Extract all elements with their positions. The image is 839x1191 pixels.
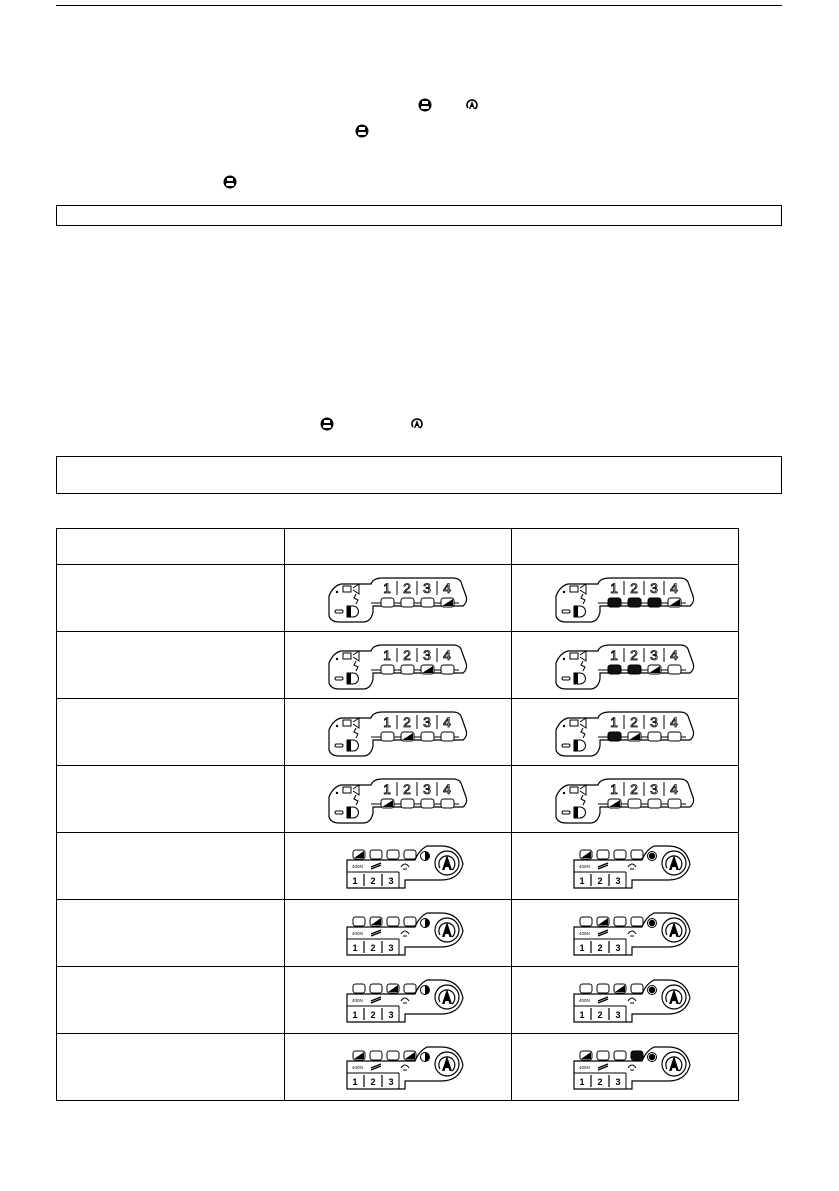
mode-display bbox=[323, 840, 473, 892]
level-number: 4 bbox=[670, 647, 678, 663]
level-number: 3 bbox=[650, 647, 658, 663]
speed-level-display bbox=[550, 639, 700, 691]
mode-dot bbox=[421, 919, 430, 928]
indicator-lamp bbox=[648, 799, 661, 808]
display-cell bbox=[285, 632, 512, 699]
display-cell bbox=[512, 900, 739, 967]
level-number: 3 bbox=[650, 580, 658, 596]
header-cell bbox=[57, 529, 285, 565]
top-rule bbox=[56, 5, 782, 6]
mode-number: 2 bbox=[370, 1010, 376, 1020]
level-number: 3 bbox=[650, 714, 658, 730]
indicator-lamp bbox=[614, 984, 626, 993]
indicator-lamp bbox=[353, 917, 365, 926]
level-number: 2 bbox=[630, 714, 638, 730]
mode-display bbox=[550, 974, 700, 1026]
mode-number: 3 bbox=[388, 876, 394, 886]
table-row bbox=[57, 766, 739, 833]
mode-number: 1 bbox=[579, 943, 585, 953]
auto-stop-icon bbox=[435, 851, 459, 875]
level-number: 2 bbox=[630, 580, 638, 596]
tool-mode-icon bbox=[355, 124, 369, 138]
auto-stop-icon bbox=[662, 851, 686, 875]
mode-number: 3 bbox=[615, 876, 621, 886]
auto-stop-icon bbox=[435, 985, 459, 1009]
mode-display bbox=[323, 974, 473, 1026]
indicator-lamp bbox=[441, 665, 454, 674]
indicator-lamp bbox=[401, 598, 414, 607]
display-cell bbox=[512, 833, 739, 900]
mode-dot bbox=[421, 852, 430, 861]
display-cell bbox=[285, 1034, 512, 1101]
level-number: 1 bbox=[383, 781, 391, 797]
indicator-lamp bbox=[387, 984, 399, 993]
table-row bbox=[57, 632, 739, 699]
mode-number: 1 bbox=[579, 1010, 585, 1020]
level-number: 4 bbox=[443, 781, 451, 797]
auto-stop-icon bbox=[435, 918, 459, 942]
indicator-lamp bbox=[370, 917, 382, 926]
header-cell bbox=[285, 529, 512, 565]
mode-number: 2 bbox=[597, 943, 603, 953]
indicator-lamp bbox=[401, 799, 414, 808]
tool-mode-icon bbox=[223, 175, 237, 189]
mode-number: 1 bbox=[352, 876, 358, 886]
indicator-lamp bbox=[628, 732, 641, 741]
note-box bbox=[56, 205, 782, 226]
label-cell bbox=[57, 766, 285, 833]
label-cell bbox=[57, 833, 285, 900]
level-number: 3 bbox=[423, 781, 431, 797]
display-cell bbox=[512, 1034, 739, 1101]
indicator-lamp bbox=[441, 799, 454, 808]
indicator-lamp bbox=[387, 850, 399, 859]
speed-level-display bbox=[323, 706, 473, 758]
mode-display bbox=[550, 840, 700, 892]
level-number: 1 bbox=[383, 647, 391, 663]
level-number: 2 bbox=[403, 647, 411, 663]
table-row bbox=[57, 900, 739, 967]
mode-dot bbox=[648, 986, 657, 995]
level-number: 4 bbox=[443, 580, 451, 596]
level-number: 1 bbox=[610, 781, 618, 797]
label-cell bbox=[57, 632, 285, 699]
level-number: 2 bbox=[630, 781, 638, 797]
mode-number: 2 bbox=[597, 1077, 603, 1087]
indicator-lamp bbox=[597, 984, 609, 993]
level-number: 3 bbox=[423, 714, 431, 730]
display-cell bbox=[285, 766, 512, 833]
label-cell bbox=[57, 1034, 285, 1101]
indicator-lamp bbox=[441, 598, 454, 607]
mode-dot bbox=[648, 852, 657, 861]
indicator-lamp bbox=[614, 850, 626, 859]
indicator-lamp bbox=[353, 850, 365, 859]
indicator-lamp bbox=[381, 665, 394, 674]
indicator-lamp bbox=[614, 917, 626, 926]
indicator-lamp bbox=[401, 665, 414, 674]
mode-number: 3 bbox=[388, 1010, 394, 1020]
indicator-lamp bbox=[597, 1051, 609, 1060]
table-row bbox=[57, 565, 739, 632]
indicator-lamp bbox=[370, 850, 382, 859]
indicator-lamp bbox=[580, 1051, 592, 1060]
display-cell bbox=[512, 699, 739, 766]
mode-number: 2 bbox=[597, 876, 603, 886]
auto-stop-icon bbox=[662, 985, 686, 1009]
speed-level-display bbox=[550, 572, 700, 624]
tool-mode-icon bbox=[320, 417, 334, 431]
indicator-lamp bbox=[631, 984, 643, 993]
mode-number: 1 bbox=[352, 943, 358, 953]
mode-number: 1 bbox=[352, 1010, 358, 1020]
table-row bbox=[57, 967, 739, 1034]
indicator-lamp bbox=[381, 732, 394, 741]
level-number: 4 bbox=[443, 647, 451, 663]
indicator-lamp bbox=[387, 917, 399, 926]
level-number: 3 bbox=[650, 781, 658, 797]
display-cell bbox=[512, 967, 739, 1034]
label-cell bbox=[57, 565, 285, 632]
auto-stop-icon bbox=[410, 417, 424, 431]
mode-number: 1 bbox=[352, 1077, 358, 1087]
table-header-row bbox=[57, 529, 739, 565]
mode-number: 1 bbox=[579, 1077, 585, 1087]
label-cell bbox=[57, 699, 285, 766]
indicator-lamp bbox=[628, 799, 641, 808]
indicator-lamp bbox=[668, 799, 681, 808]
table-row bbox=[57, 699, 739, 766]
torque-label: 400N bbox=[352, 998, 363, 1003]
mode-display bbox=[550, 907, 700, 959]
auto-stop-icon bbox=[435, 1052, 459, 1076]
auto-stop-icon bbox=[662, 1052, 686, 1076]
indicator-lamp bbox=[404, 984, 416, 993]
mode-dot bbox=[421, 986, 430, 995]
indicator-lamp bbox=[668, 665, 681, 674]
indicator-lamp bbox=[580, 917, 592, 926]
indicator-lamp bbox=[580, 984, 592, 993]
indicator-lamp bbox=[353, 984, 365, 993]
indicator-lamp bbox=[404, 1051, 416, 1060]
indicator-lamp bbox=[668, 598, 681, 607]
indicator-lamp bbox=[668, 732, 681, 741]
indicator-lamp bbox=[631, 917, 643, 926]
indicator-lamp bbox=[628, 598, 641, 607]
speed-level-display bbox=[323, 773, 473, 825]
indicator-lamp bbox=[628, 665, 641, 674]
indicator-lamp bbox=[631, 1051, 643, 1060]
mode-number: 3 bbox=[388, 943, 394, 953]
level-number: 2 bbox=[630, 647, 638, 663]
level-number: 4 bbox=[670, 714, 678, 730]
mode-number: 2 bbox=[370, 1077, 376, 1087]
indicator-lamp bbox=[404, 850, 416, 859]
indicator-lamp bbox=[421, 665, 434, 674]
indicator-lamp bbox=[597, 917, 609, 926]
indicator-lamp bbox=[597, 850, 609, 859]
indicator-lamp bbox=[404, 917, 416, 926]
indicator-lamp bbox=[401, 732, 414, 741]
speed-level-display bbox=[550, 773, 700, 825]
mode-display bbox=[323, 907, 473, 959]
mode-display bbox=[550, 1041, 700, 1093]
level-number: 1 bbox=[610, 714, 618, 730]
level-number: 1 bbox=[383, 580, 391, 596]
indicator-lamp bbox=[608, 732, 621, 741]
level-number: 4 bbox=[443, 714, 451, 730]
mode-number: 3 bbox=[615, 1077, 621, 1087]
level-number: 4 bbox=[670, 580, 678, 596]
caution-box bbox=[56, 456, 782, 494]
indicator-lamp bbox=[608, 799, 621, 808]
torque-label: 400N bbox=[352, 1065, 363, 1070]
speed-level-display bbox=[323, 639, 473, 691]
mode-number: 3 bbox=[615, 1010, 621, 1020]
display-cell bbox=[512, 632, 739, 699]
mode-dot bbox=[421, 1053, 430, 1062]
mode-number: 3 bbox=[615, 943, 621, 953]
indicator-lamp bbox=[608, 598, 621, 607]
indicator-lamp bbox=[381, 598, 394, 607]
torque-label: 400N bbox=[352, 864, 363, 869]
level-number: 1 bbox=[610, 647, 618, 663]
display-cell bbox=[512, 766, 739, 833]
level-number: 3 bbox=[423, 647, 431, 663]
indicator-lamp bbox=[614, 1051, 626, 1060]
indicator-lamp bbox=[648, 732, 661, 741]
torque-label: 400N bbox=[352, 931, 363, 936]
speed-level-display bbox=[550, 706, 700, 758]
mode-number: 3 bbox=[388, 1077, 394, 1087]
level-number: 2 bbox=[403, 714, 411, 730]
label-cell bbox=[57, 900, 285, 967]
auto-stop-icon bbox=[465, 98, 479, 112]
display-cell bbox=[285, 967, 512, 1034]
indicator-table bbox=[56, 528, 739, 1101]
display-cell bbox=[512, 565, 739, 632]
tool-mode-icon bbox=[418, 98, 432, 112]
indicator-lamp bbox=[421, 732, 434, 741]
torque-label: 400N bbox=[579, 864, 590, 869]
display-cell bbox=[285, 565, 512, 632]
torque-label: 400N bbox=[579, 1065, 590, 1070]
indicator-lamp bbox=[353, 1051, 365, 1060]
mode-number: 2 bbox=[370, 876, 376, 886]
mode-number: 2 bbox=[370, 943, 376, 953]
display-cell bbox=[285, 699, 512, 766]
speed-level-display bbox=[323, 572, 473, 624]
mode-dot bbox=[648, 1053, 657, 1062]
display-cell bbox=[285, 833, 512, 900]
indicator-lamp bbox=[421, 598, 434, 607]
indicator-lamp bbox=[441, 732, 454, 741]
level-number: 1 bbox=[383, 714, 391, 730]
mode-dot bbox=[648, 919, 657, 928]
label-cell bbox=[57, 967, 285, 1034]
level-number: 2 bbox=[403, 580, 411, 596]
indicator-lamp bbox=[370, 984, 382, 993]
indicator-lamp bbox=[370, 1051, 382, 1060]
indicator-lamp bbox=[381, 799, 394, 808]
mode-number: 2 bbox=[597, 1010, 603, 1020]
indicator-lamp bbox=[608, 665, 621, 674]
auto-stop-icon bbox=[662, 918, 686, 942]
indicator-lamp bbox=[580, 850, 592, 859]
level-number: 3 bbox=[423, 580, 431, 596]
indicator-lamp bbox=[421, 799, 434, 808]
level-number: 4 bbox=[670, 781, 678, 797]
header-cell bbox=[512, 529, 739, 565]
level-number: 2 bbox=[403, 781, 411, 797]
indicator-lamp bbox=[648, 665, 661, 674]
display-cell bbox=[285, 900, 512, 967]
indicator-lamp bbox=[631, 850, 643, 859]
indicator-lamp bbox=[387, 1051, 399, 1060]
mode-display bbox=[323, 1041, 473, 1093]
level-number: 1 bbox=[610, 580, 618, 596]
torque-label: 400N bbox=[579, 998, 590, 1003]
indicator-lamp bbox=[648, 598, 661, 607]
table-row bbox=[57, 833, 739, 900]
table-row bbox=[57, 1034, 739, 1101]
mode-number: 1 bbox=[579, 876, 585, 886]
torque-label: 400N bbox=[579, 931, 590, 936]
